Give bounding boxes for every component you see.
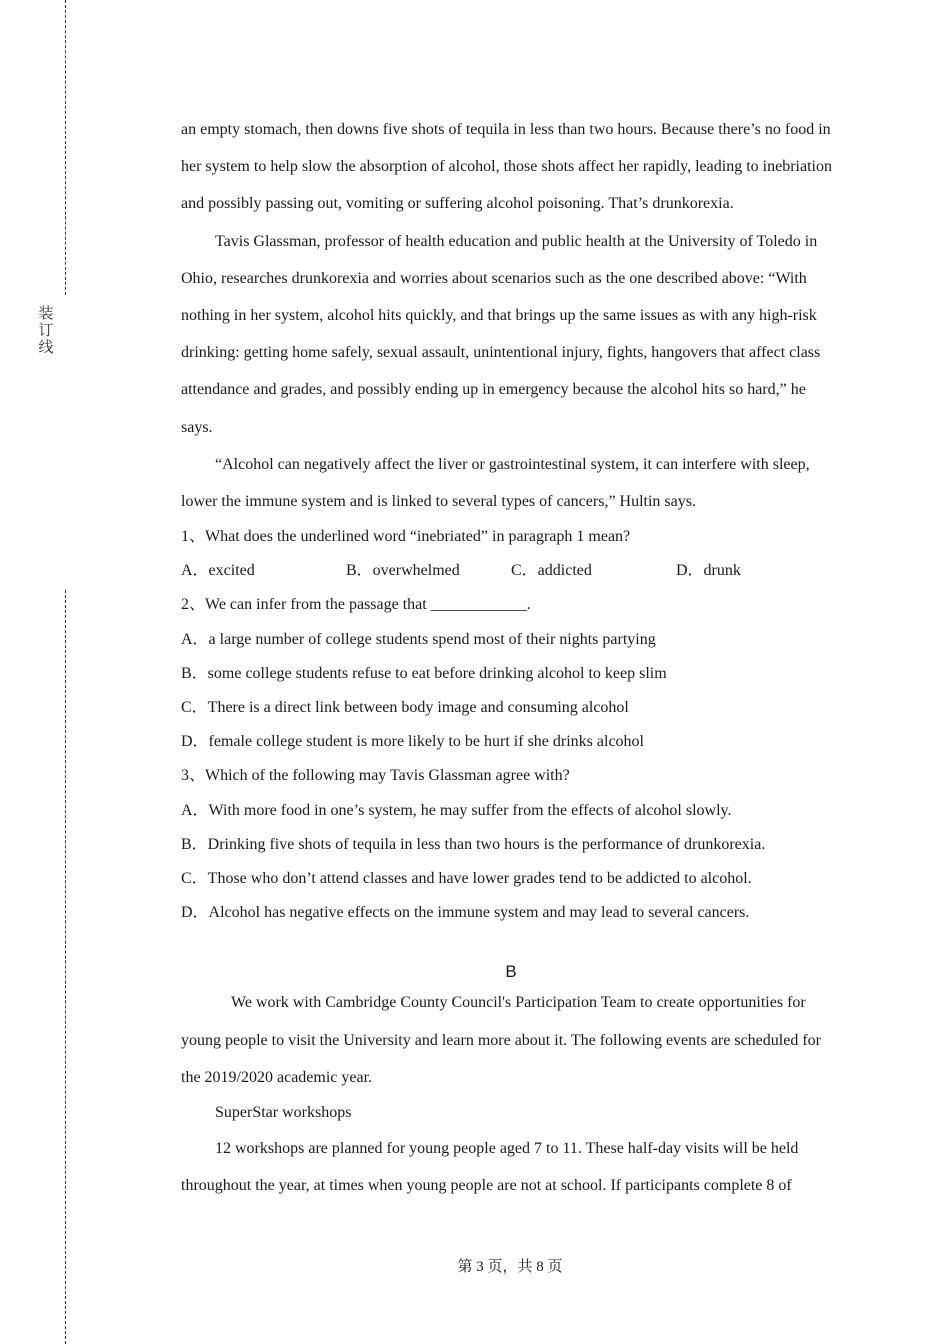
question-1-option-c[interactable]: C．addicted [511, 562, 592, 580]
binding-line-bottom [65, 590, 66, 1344]
binding-label: 装订线 [38, 304, 54, 356]
question-2-option-c[interactable]: C．There is a direct link between body image and consuming alcohol [181, 699, 629, 717]
question-3-option-d[interactable]: D．Alcohol has negative effects on the immune system and may lead to several cancers. [181, 904, 750, 922]
question-1-option-a[interactable]: A．excited [181, 562, 255, 580]
question-1 [181, 520, 841, 588]
document-body [181, 111, 841, 1204]
question-2-option-b[interactable]: B．some college students refuse to eat before drinking alcohol to keep slim [181, 664, 667, 682]
question-1-option-d[interactable]: D．drunk [676, 562, 741, 580]
passage-a-paragraph-2: Tavis Glassman, professor of health education and public health at the University of Toledo in Ohio, researches drunkorexia and worries about scenarios such as the one described above: “With nothing in her system, alcohol hits quickly, and that brings up the same issues as with any high-risk drinking: getting home safely, sexual assault, unintentional injury, fights, hangovers that affect class attendance and grades, and possibly ending up in emergency because the alcohol hits so hard,” he says. [181, 232, 821, 436]
page-footer: 第 3 页，共 8 页 [457, 1259, 563, 1275]
passage-b-intro: We work with Cambridge County Council's Participation Team to create opportunities for young people to visit the University and learn more about it. The following events are scheduled for the 2019/2020 academic year. [181, 994, 821, 1086]
question-1-options [181, 554, 841, 588]
question-3-stem: 3、Which of the following may Tavis Glassman agree with? [181, 767, 570, 785]
passage-a-paragraph-3: “Alcohol can negatively affect the liver or gastrointestinal system, it can interfere with sleep, lower the immune system and is linked to several types of cancers,” Hultin says. [181, 455, 810, 511]
passage-a-paragraph-1: an empty stomach, then downs five shots of tequila in less than two hours. Because there’s no food in her system to help slow the absorption of alcohol, those shots affect her rapidly, leading to inebriation and possibly passing out, vomiting or suffering alcohol poisoning. That’s drunkorexia. [181, 121, 832, 213]
question-3 [181, 759, 841, 930]
question-3-option-b[interactable]: B．Drinking five shots of tequila in less than two hours is the performance of drunkorexia. [181, 835, 766, 853]
question-2-option-a[interactable]: A．a large number of college students spend most of their nights partying [181, 630, 656, 648]
question-3-option-a[interactable]: A．With more food in one’s system, he may suffer from the effects of alcohol slowly. [181, 801, 732, 819]
question-3-option-c[interactable]: C．Those who don’t attend classes and have lower grades tend to be addicted to alcohol. [181, 870, 752, 888]
section-b-title: B [505, 962, 517, 982]
passage-b-subheading: SuperStar workshops [215, 1104, 352, 1122]
question-1-option-b[interactable]: B．overwhelmed [346, 562, 460, 580]
binding-line-top [65, 0, 66, 295]
passage-b-body: 12 workshops are planned for young people aged 7 to 11. These half-day visits will be held throughout the year, at times when young people are not at school. If participants complete 8 of [181, 1140, 799, 1195]
question-1-stem: 1、What does the underlined word “inebriated” in paragraph 1 mean? [181, 528, 631, 546]
question-2 [181, 588, 841, 759]
question-2-stem: 2、We can infer from the passage that ____________. [181, 596, 531, 614]
question-2-option-d[interactable]: D．female college student is more likely to be hurt if she drinks alcohol [181, 733, 644, 751]
